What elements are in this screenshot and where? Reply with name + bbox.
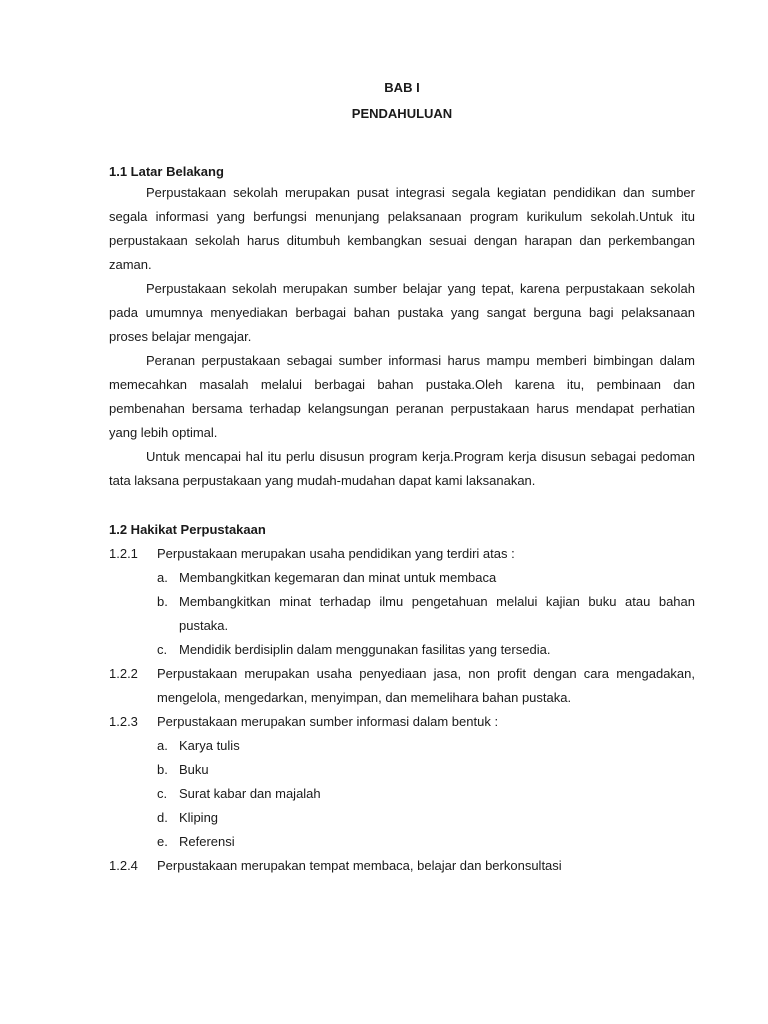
section-heading-hakikat-perpustakaan: 1.2 Hakikat Perpustakaan: [109, 522, 266, 537]
sub-list-item: [109, 638, 695, 662]
sub-item-text: Mendidik berdisiplin dalam menggunakan fasilitas yang tersedia.: [179, 642, 551, 657]
sub-item-letter: e.: [157, 834, 168, 849]
item-number: 1.2.1: [109, 546, 138, 561]
sub-item-letter: d.: [157, 810, 168, 825]
item-text: Perpustakaan merupakan sumber informasi dalam bentuk :: [157, 714, 499, 729]
item-text: Perpustakaan merupakan usaha pendidikan yang terdiri atas :: [157, 546, 515, 561]
sub-item-text: Kliping: [179, 810, 219, 825]
numbered-list: [109, 542, 695, 878]
item-number: 1.2.3: [109, 714, 138, 729]
sub-list-item: [109, 830, 695, 854]
sub-item-letter: a.: [157, 738, 168, 753]
sub-list-item: [109, 806, 695, 830]
sub-item-text: Referensi: [179, 834, 235, 849]
sub-item-letter: c.: [157, 642, 168, 657]
sub-item-letter: c.: [157, 786, 168, 801]
list-item: [109, 854, 695, 878]
sub-list-item: [109, 758, 695, 782]
section-body-latar-belakang: [109, 181, 695, 493]
sub-item-text: Surat kabar dan majalah: [179, 786, 321, 801]
chapter-number: BAB I: [384, 80, 420, 95]
sub-item-text: Membangkitkan kegemaran dan minat untuk membaca: [179, 570, 497, 585]
sub-list-item: [109, 590, 695, 638]
list-item: [109, 662, 695, 710]
item-text: Perpustakaan merupakan usaha penyediaan jasa, non profit dengan cara mengadakan, mengelola, mengedarkan, menyimpan, dan memelihara bahan pustaka.: [157, 666, 695, 705]
section-heading-latar-belakang: 1.1 Latar Belakang: [109, 164, 224, 179]
paragraph: Perpustakaan sekolah merupakan pusat integrasi segala kegiatan pendidikan dan sumber segala informasi yang berfungsi menunjang pelaksanaan program kurikulum sekolah.Untuk itu perpustakaan sekolah harus ditumbuh kembangkan sesuai dengan harapan dan perkembangan zaman.: [109, 185, 695, 272]
sub-list-item: [109, 566, 695, 590]
sub-item-letter: b.: [157, 762, 168, 777]
item-number: 1.2.4: [109, 858, 138, 873]
item-number: 1.2.2: [109, 666, 138, 681]
sub-list-item: [109, 782, 695, 806]
paragraph: Peranan perpustakaan sebagai sumber informasi harus mampu memberi bimbingan dalam memecahkan masalah melalui berbagai bahan pustaka.Oleh karena itu, pembinaan dan pembenahan bersama terhadap kelangsungan peranan perpustakaan harus mendapat perhatian yang lebih optimal.: [109, 353, 695, 440]
sub-item-letter: a.: [157, 570, 168, 585]
chapter-title: PENDAHULUAN: [351, 106, 453, 121]
list-item: [109, 710, 695, 734]
sub-item-text: Membangkitkan minat terhadap ilmu pengetahuan melalui kajian buku atau bahan pustaka.: [179, 594, 695, 633]
sub-item-letter: b.: [157, 594, 168, 609]
paragraph: Untuk mencapai hal itu perlu disusun program kerja.Program kerja disusun sebagai pedoman tata laksana perpustakaan yang mudah-mudahan dapat kami laksanakan.: [109, 449, 695, 488]
sub-list-item: [109, 734, 695, 758]
paragraph: Perpustakaan sekolah merupakan sumber belajar yang tepat, karena perpustakaan sekolah pada umumnya menyediakan berbagai bahan pustaka yang sangat berguna bagi pelaksanaan proses belajar mengajar.: [109, 281, 695, 344]
list-item: [109, 542, 695, 566]
sub-item-text: Buku: [179, 762, 209, 777]
item-text: Perpustakaan merupakan tempat membaca, belajar dan berkonsultasi: [157, 858, 562, 873]
sub-item-text: Karya tulis: [179, 738, 240, 753]
